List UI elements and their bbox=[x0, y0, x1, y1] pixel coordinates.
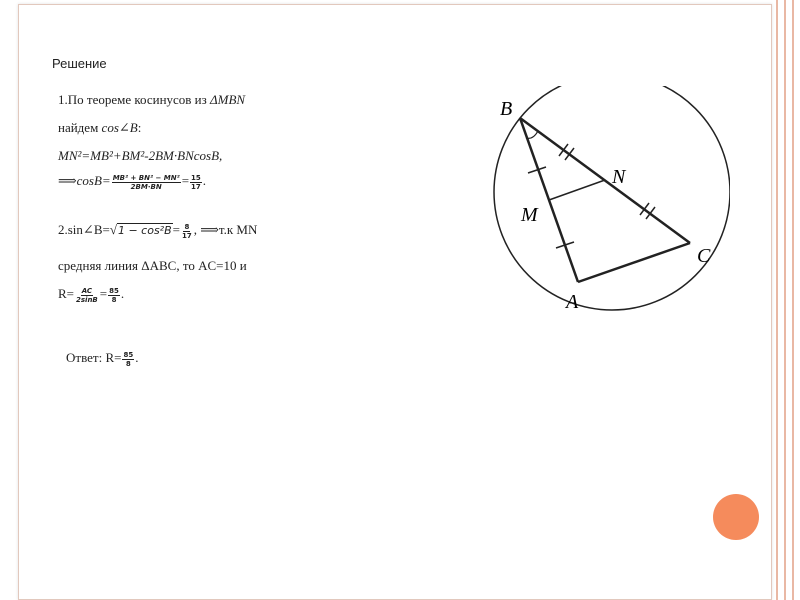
orange-circle-decoration bbox=[713, 494, 759, 540]
sqrt-content: 1 − cos²B bbox=[117, 224, 172, 237]
step1-line2 bbox=[58, 120, 141, 136]
sin-b-prefix: 2.sin∠B= bbox=[58, 222, 110, 237]
circumcircle bbox=[494, 86, 730, 310]
answer-line bbox=[66, 350, 138, 368]
label-n: N bbox=[612, 166, 626, 188]
radius-formula bbox=[58, 286, 124, 304]
midline-mn bbox=[549, 180, 605, 200]
step2-suffix: , ⟹т.к MN bbox=[193, 222, 258, 237]
cos-b-result bbox=[58, 173, 206, 191]
answer-fraction bbox=[122, 351, 134, 368]
step2-line2: средняя линия ΔABC, то AC=10 и bbox=[58, 258, 247, 273]
step2-line1 bbox=[58, 222, 257, 240]
period: . bbox=[120, 286, 125, 301]
fraction-numerator: 8 bbox=[184, 222, 190, 231]
label-c: C bbox=[697, 245, 711, 267]
label-a: A bbox=[566, 291, 579, 313]
fraction-numerator: 85 bbox=[109, 286, 119, 295]
r-prefix: R= bbox=[58, 286, 75, 301]
cos-angle-b: cos∠B bbox=[101, 120, 138, 135]
fraction-numerator: AC bbox=[81, 286, 93, 295]
decorative-side-bars bbox=[776, 0, 794, 600]
fraction-denominator: 8 bbox=[125, 359, 131, 368]
triangle-mbn: ΔMBN bbox=[210, 92, 246, 107]
period: . bbox=[202, 173, 207, 188]
equals-sign: = bbox=[181, 173, 190, 188]
geometry-diagram bbox=[490, 86, 730, 316]
law-of-cosines-formula: MN²=MB²+BM²-2BM∙BNcosB, bbox=[58, 148, 223, 163]
label-b: B bbox=[500, 98, 513, 120]
equals-sign: = bbox=[172, 222, 180, 237]
fraction-8-17 bbox=[181, 223, 193, 240]
side-ca bbox=[578, 243, 690, 282]
equals-sign: = bbox=[99, 286, 108, 301]
fraction-denominator: 17 bbox=[182, 231, 192, 240]
label-m: M bbox=[521, 204, 538, 226]
fraction-denominator: 2sinB bbox=[76, 295, 98, 304]
step1-line2-colon: : bbox=[137, 120, 142, 135]
fraction-denominator: 17 bbox=[191, 182, 201, 191]
fraction-ac-2sinb bbox=[75, 287, 99, 304]
answer-prefix: Ответ: R= bbox=[66, 350, 122, 365]
fraction-denominator: 2BM∙BN bbox=[130, 182, 162, 191]
fraction-denominator: 8 bbox=[111, 295, 117, 304]
step1-line1-text: 1.По теореме косинусов из bbox=[58, 92, 211, 107]
fraction-15-17 bbox=[190, 174, 202, 191]
sqrt-expression: √1 − cos²B bbox=[109, 222, 172, 237]
fraction-numerator: MB² + BN² − MN² bbox=[112, 173, 180, 182]
cos-b-prefix: ⟹cosB= bbox=[58, 173, 111, 188]
step1-line1 bbox=[58, 92, 245, 108]
fraction-numerator: 85 bbox=[123, 350, 134, 359]
answer-period: . bbox=[135, 350, 139, 365]
fraction-cos-formula bbox=[112, 174, 181, 191]
step1-line2-text: найдем bbox=[58, 120, 102, 135]
fraction-numerator: 15 bbox=[191, 173, 201, 182]
fraction-85-8 bbox=[108, 287, 120, 304]
solution-heading: Решение bbox=[52, 56, 107, 71]
